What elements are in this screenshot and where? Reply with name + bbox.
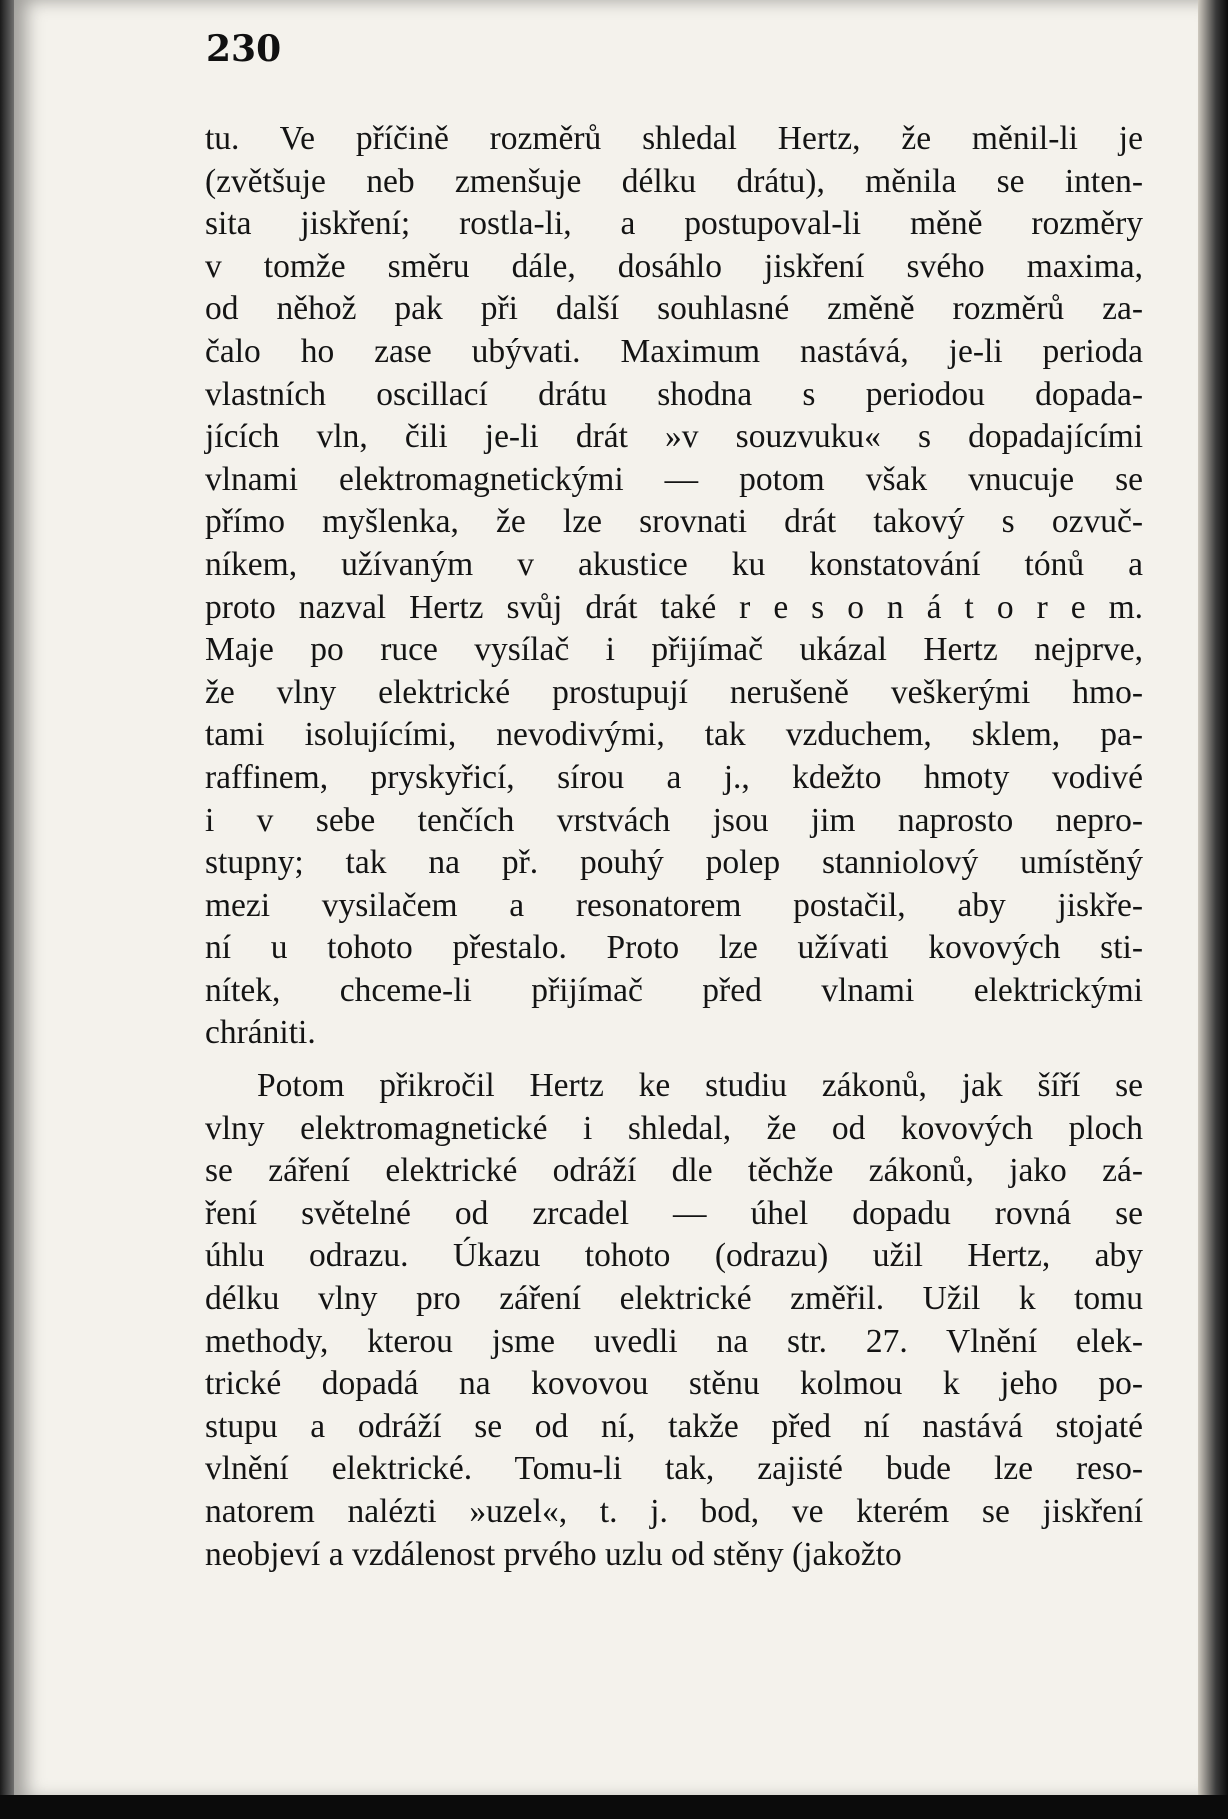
text-line: jících vln, čili je-li drát »v souzvuku« s dopadajícími (205, 418, 1143, 456)
text-line: Potom přikročil Hertz ke studiu zákonů, jak šíří se (257, 1067, 1143, 1105)
text-line: délku vlny pro záření elektrické změřil. Užil k tomu (205, 1280, 1143, 1318)
text-line: raffinem, pryskyřicí, sírou a j., kdežto hmoty vodivé (205, 758, 1143, 796)
text-line: se záření elektrické odráží dle těchže zákonů, jako zá- (205, 1152, 1143, 1190)
text-line: čalo ho zase ubývati. Maximum nastává, je-li perioda (205, 332, 1143, 370)
text-line: vlastních oscillací drátu shodna s periodou dopada- (205, 375, 1143, 413)
paragraph-gap (205, 1055, 1143, 1065)
text-line: i v sebe tenčích vrstvách jsou jim naprosto nepro- (205, 801, 1143, 839)
text-line: že vlny elektrické prostupují nerušeně veškerými hmo- (205, 673, 1143, 711)
page-body-text (205, 118, 1143, 1576)
page-right-edge (1198, 0, 1228, 1819)
text-line: stupu a odráží se od ní, takže před ní nastává stojaté (205, 1407, 1143, 1445)
text-line: vlnami elektromagnetickými — potom však vnucuje se (205, 460, 1143, 498)
text-line: tu. Ve příčině rozměrů shledal Hertz, že měnil-li je (205, 120, 1143, 157)
text-line: neobjeví a vzdálenost prvého uzlu od stěny (jakožto (205, 1535, 902, 1573)
text-line: trické dopadá na kovovou stěnu kolmou k jeho po- (205, 1365, 1143, 1403)
paragraph (205, 118, 1143, 1055)
text-line: natorem nalézti »uzel«, t. j. bod, ve kterém se jiskření (205, 1493, 1143, 1530)
text-line: ní u tohoto přestalo. Proto lze užívati kovových sti- (205, 929, 1143, 967)
text-line: nítek, chceme-li přijímač před vlnami elektrickými (205, 971, 1143, 1009)
text-line: chrániti. (205, 1014, 316, 1052)
text-line: od něhož pak při další souhlasné změně rozměrů za- (205, 290, 1143, 328)
text-line: přímo myšlenka, že lze srovnati drát takový s ozvuč- (205, 503, 1143, 541)
text-line: sita jiskření; rostla-li, a postupoval-li měně rozměry (205, 205, 1143, 243)
text-line: úhlu odrazu. Úkazu tohoto (odrazu) užil Hertz, aby (205, 1237, 1143, 1275)
text-line: Maje po ruce vysílač i přijímač ukázal Hertz nejprve, (205, 631, 1143, 669)
text-line: mezi vysilačem a resonatorem postačil, aby jiskře- (205, 886, 1143, 924)
text-line: ření světelné od zrcadel — úhel dopadu rovná se (205, 1194, 1143, 1232)
page-bottom-edge (0, 1795, 1228, 1819)
text-line: stupny; tak na př. pouhý polep stanniolový umístěný (205, 844, 1143, 882)
text-line: vlnění elektrické. Tomu-li tak, zajisté bude lze reso- (205, 1450, 1143, 1488)
text-line: níkem, užívaným v akustice ku konstatování tónů a (205, 545, 1143, 583)
text-line: v tomže směru dále, dosáhlo jiskření svého maxima, (205, 247, 1143, 285)
text-line: methody, kterou jsme uvedli na str. 27. Vlnění elek- (205, 1322, 1143, 1360)
text-line: tami isolujícími, nevodivými, tak vzduchem, sklem, pa- (205, 716, 1143, 754)
text-line: (zvětšuje neb zmenšuje délku drátu), měnila se inten- (205, 162, 1143, 200)
text-line: proto nazval Hertz svůj drát také r e s o n á t o r e m. (205, 588, 1143, 626)
paragraph (205, 1065, 1143, 1576)
text-line: vlny elektromagnetické i shledal, že od kovových ploch (205, 1109, 1143, 1147)
page-number: 230 (206, 28, 282, 70)
